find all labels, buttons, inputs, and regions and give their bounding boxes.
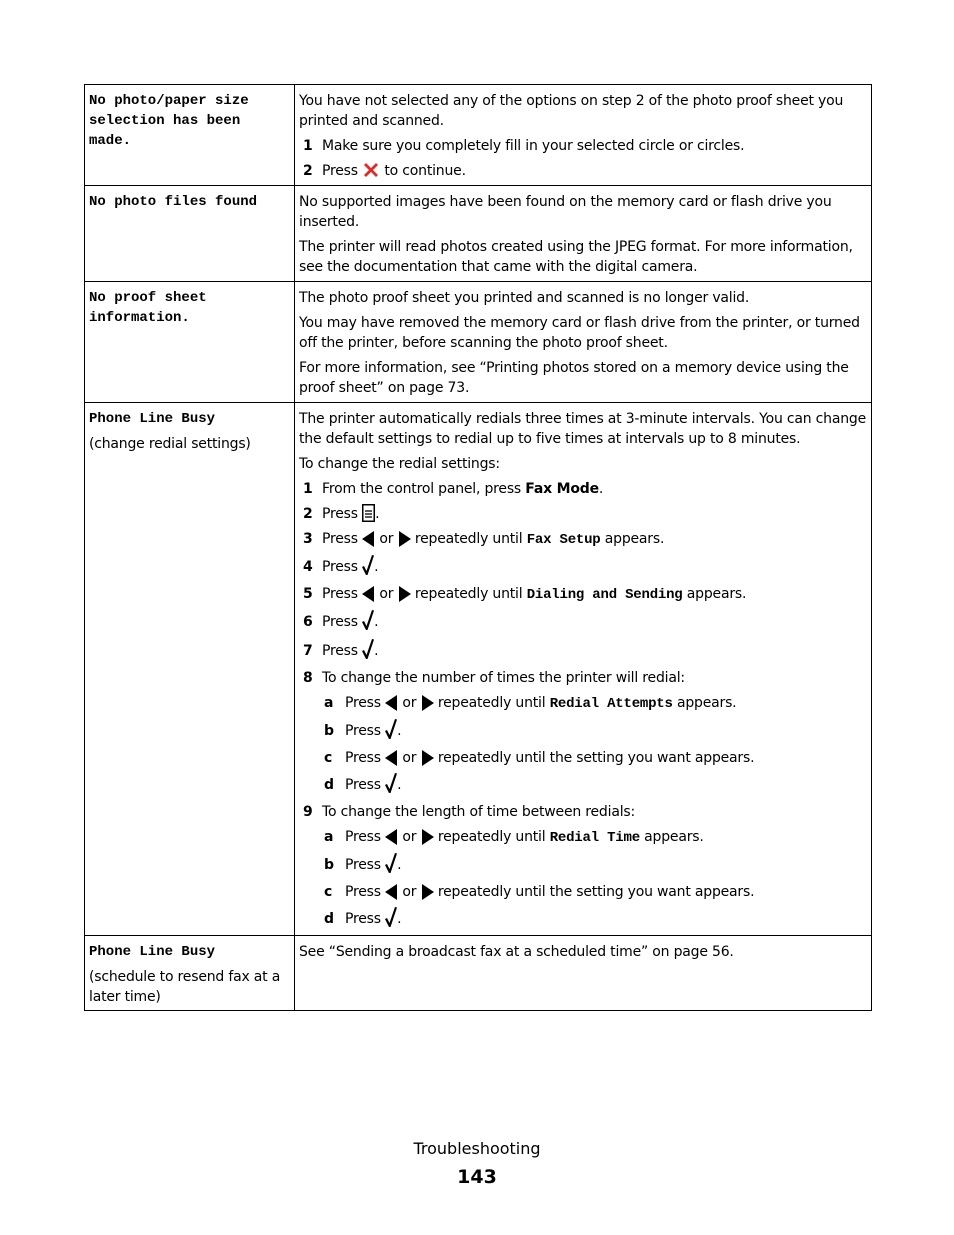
solution-text: No supported images have been found on the memory card or flash drive you inserted. <box>299 194 832 230</box>
step: 9 To change the length of time between redials: a Press or repeatedly until Redial Time appears. b Press . c Press or repeatedly until the setting you want appears. d Press . <box>299 802 867 931</box>
table-row <box>85 282 872 403</box>
step: 7 Press . <box>299 639 867 663</box>
section-title: Troubleshooting <box>413 1139 541 1158</box>
left-arrow-icon <box>385 884 398 900</box>
solution-text: The photo proof sheet you printed and scanned is no longer valid. <box>299 290 750 306</box>
step: 1 Make sure you completely fill in your selected circle or circles. <box>303 138 745 154</box>
menu-icon <box>362 504 375 522</box>
substep: c Press or repeatedly until the setting you want appears. <box>324 750 755 766</box>
step: 3 Press or repeatedly until Fax Setup appears. <box>303 531 665 548</box>
step: 8 To change the number of times the printer will redial: a Press or repeatedly until Redial Attempts appears. b Press . c Press or repeatedly until the setting you want appears. d Press . <box>299 668 867 797</box>
solution-text: To change the redial settings: <box>299 456 500 472</box>
step: 2 Press . <box>303 506 380 522</box>
substeps-list <box>322 827 867 931</box>
solution-text: You may have removed the memory card or flash drive from the printer, or turned off the printer, before scanning the photo proof sheet. <box>299 315 860 351</box>
solution-text: The printer automatically redials three times at 3-minute intervals. You can change the default settings to redial up to five times at intervals up to 8 minutes. <box>299 411 866 447</box>
message-code: Phone Line Busy <box>89 944 216 960</box>
message-cell <box>85 85 295 186</box>
message-cell <box>85 403 295 936</box>
step: 1 From the control panel, press Fax Mode. <box>303 481 604 497</box>
step: 6 Press . <box>299 610 867 634</box>
step: 2 Press to continue. <box>303 163 466 179</box>
checkmark-icon <box>385 853 397 873</box>
solution-cell <box>295 403 872 936</box>
page-number: 143 <box>457 1166 497 1188</box>
checkmark-icon <box>362 639 374 659</box>
substeps-list <box>322 693 867 797</box>
step: 5 Press or repeatedly until Dialing and Sending appears. <box>303 586 747 603</box>
checkmark-icon <box>385 907 397 927</box>
message-cell <box>85 186 295 282</box>
fax-mode-label: Fax Mode <box>525 481 599 497</box>
display-text: Redial Attempts <box>549 696 673 712</box>
solution-cell <box>295 282 872 403</box>
solution-cell <box>295 936 872 1011</box>
checkmark-icon <box>362 555 374 575</box>
message-note: (change redial settings) <box>89 436 251 452</box>
left-arrow-icon <box>385 750 398 766</box>
right-arrow-icon <box>421 750 434 766</box>
left-arrow-icon <box>362 586 375 602</box>
message-code: No photo files found <box>89 194 258 210</box>
solution-text: The printer will read photos created using the JPEG format. For more information, see the documentation that came with the digital camera. <box>299 239 853 275</box>
substep: d Press . <box>322 907 867 931</box>
message-cell <box>85 936 295 1011</box>
substep: a Press or repeatedly until Redial Time appears. <box>324 829 704 846</box>
left-arrow-icon <box>385 695 398 711</box>
display-text: Redial Time <box>549 830 640 846</box>
message-code: No proof sheet information. <box>89 290 207 326</box>
checkmark-icon <box>385 719 397 739</box>
table-row <box>85 186 872 282</box>
solution-text: See “Sending a broadcast fax at a scheduled time” on page 56. <box>299 944 734 960</box>
table-row <box>85 85 872 186</box>
step: 4 Press . <box>299 555 867 579</box>
substep: c Press or repeatedly until the setting you want appears. <box>324 884 755 900</box>
steps-list <box>299 479 867 931</box>
display-text: Dialing and Sending <box>526 587 683 603</box>
right-arrow-icon <box>421 884 434 900</box>
table-row <box>85 403 872 936</box>
checkmark-icon <box>385 773 397 793</box>
right-arrow-icon <box>421 695 434 711</box>
left-arrow-icon <box>362 531 375 547</box>
substep: b Press . <box>322 853 867 877</box>
checkmark-icon <box>362 610 374 630</box>
cancel-x-icon <box>362 161 380 179</box>
solution-text: For more information, see “Printing photos stored on a memory device using the proof sheet” on page 73. <box>299 360 849 396</box>
display-text: Fax Setup <box>526 532 601 548</box>
message-note: (schedule to resend fax at a later time) <box>89 969 281 1005</box>
substep: a Press or repeatedly until Redial Attempts appears. <box>324 695 737 712</box>
substep: b Press . <box>322 719 867 743</box>
right-arrow-icon <box>398 531 411 547</box>
message-cell <box>85 282 295 403</box>
message-code: Phone Line Busy <box>89 411 216 427</box>
steps-list <box>299 136 867 181</box>
table-row <box>85 936 872 1011</box>
right-arrow-icon <box>398 586 411 602</box>
solution-cell <box>295 85 872 186</box>
error-messages-table <box>84 84 872 1011</box>
message-code: No photo/paper size selection has been made. <box>89 93 249 149</box>
solution-cell <box>295 186 872 282</box>
solution-text: You have not selected any of the options on step 2 of the photo proof sheet you printed and scanned. <box>299 93 844 129</box>
left-arrow-icon <box>385 829 398 845</box>
substep: d Press . <box>322 773 867 797</box>
right-arrow-icon <box>421 829 434 845</box>
